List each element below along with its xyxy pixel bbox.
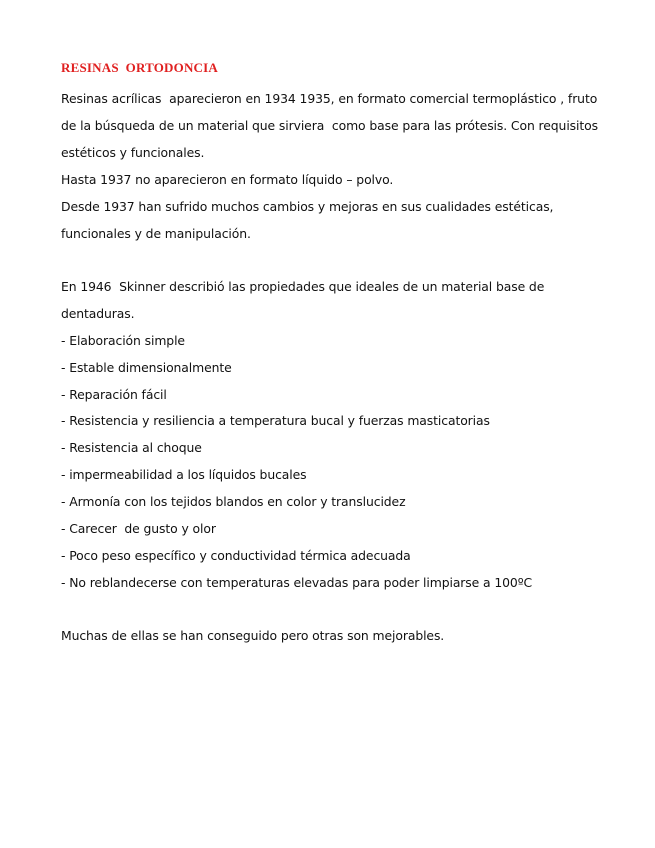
paragraph-line: Hasta 1937 no aparecieron en formato líquido – polvo.: [61, 172, 394, 187]
conclusion-line: Muchas de ellas se han conseguido pero otras son mejorables.: [61, 628, 445, 643]
document-title: RESINAS ORTODONCIA: [61, 60, 218, 75]
paragraph-line: funcionales y de manipulación.: [61, 226, 251, 241]
list-item: - impermeabilidad a los líquidos bucales: [61, 467, 307, 482]
list-item: - Elaboración simple: [61, 333, 185, 348]
list-item: - Reparación fácil: [61, 387, 167, 402]
list-item: - Estable dimensionalmente: [61, 360, 232, 375]
paragraph-line: En 1946 Skinner describió las propiedades que ideales de un material base de: [61, 279, 545, 294]
paragraph-line: dentaduras.: [61, 306, 135, 321]
list-item: - Armonía con los tejidos blandos en color y translucidez: [61, 494, 406, 509]
paragraph-line: de la búsqueda de un material que sirviera como base para las prótesis. Con requisitos: [61, 118, 598, 133]
list-item: - Resistencia y resiliencia a temperatura bucal y fuerzas masticatorias: [61, 413, 490, 428]
paragraph-line: Resinas acrílicas aparecieron en 1934 1935, en formato comercial termoplástico , fruto: [61, 91, 598, 106]
paragraph-line: Desde 1937 han sufrido muchos cambios y mejoras en sus cualidades estéticas,: [61, 199, 554, 214]
list-item: - Poco peso específico y conductividad térmica adecuada: [61, 548, 411, 563]
list-item: - No reblandecerse con temperaturas elevadas para poder limpiarse a 100ºC: [61, 575, 532, 590]
list-item: - Resistencia al choque: [61, 440, 202, 455]
list-item: - Carecer de gusto y olor: [61, 521, 216, 536]
paragraph-line: estéticos y funcionales.: [61, 145, 205, 160]
